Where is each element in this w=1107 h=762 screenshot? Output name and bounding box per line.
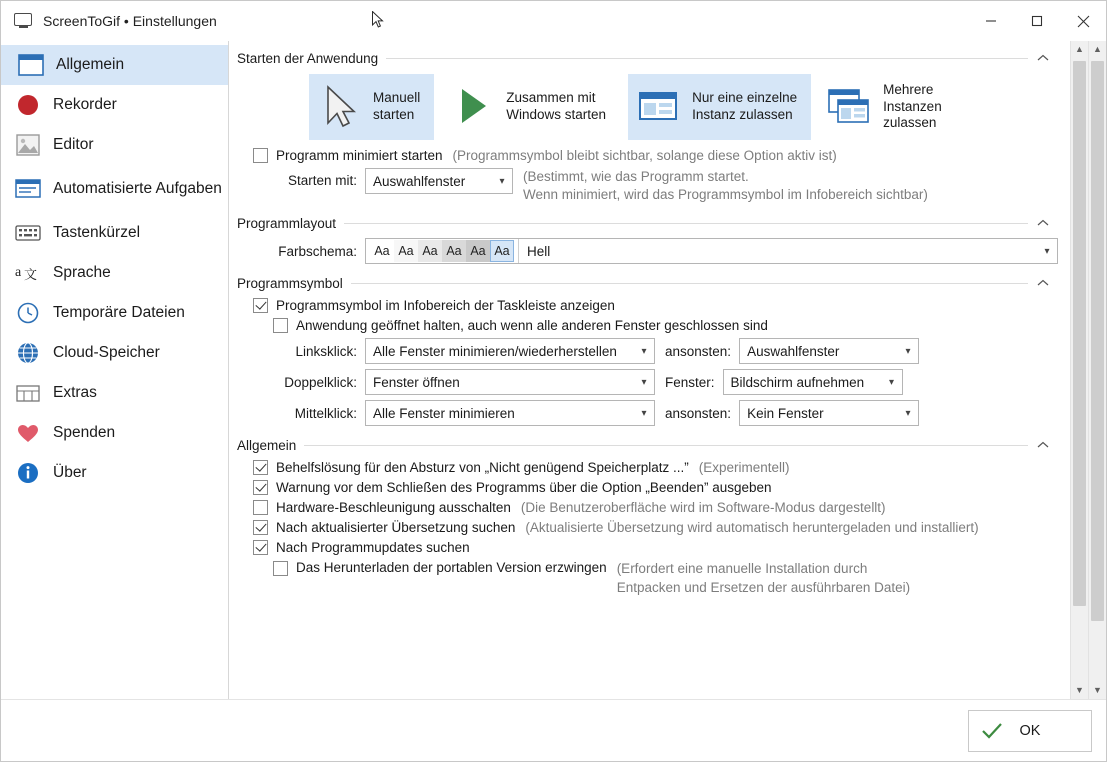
general-option-label: Nach aktualisierter Übersetzung suchen bbox=[276, 520, 516, 536]
start-minimized-row bbox=[253, 148, 1058, 163]
swatch[interactable]: Aa bbox=[466, 240, 490, 262]
middle-click-label: Mittelklick: bbox=[294, 405, 357, 421]
globe-icon bbox=[13, 339, 43, 367]
divider bbox=[304, 445, 1028, 446]
single-instance-icon bbox=[636, 83, 684, 131]
divider bbox=[344, 223, 1028, 224]
window-title: ScreenToGif • Einstellungen bbox=[43, 13, 217, 29]
general-option-hint: (Erfordert eine manuelle Installation durch Entpacken und Ersetzen der ausführbaren Datei) bbox=[616, 561, 911, 596]
chevron-down-icon: ▾ bbox=[641, 407, 647, 419]
scrollbar-thumb[interactable] bbox=[1073, 61, 1086, 606]
screen-icon bbox=[13, 10, 35, 32]
show-tray-icon-label: Programmsymbol im Infobereich der Taskleiste anzeigen bbox=[276, 298, 615, 314]
svg-text:文: 文 bbox=[24, 267, 38, 282]
window-controls bbox=[968, 1, 1106, 41]
general-settings-panel bbox=[229, 41, 1070, 699]
sidebar-item-label: Spenden bbox=[53, 424, 116, 442]
general-option-label: Behelfslösung für den Absturz von „Nicht genügend Speicherplatz ...” bbox=[276, 460, 689, 476]
sidebar-item-editor[interactable] bbox=[1, 125, 228, 165]
sidebar-item-extras[interactable] bbox=[1, 373, 228, 413]
chevron-down-icon: ▾ bbox=[905, 345, 911, 357]
general-option-row bbox=[253, 520, 1058, 535]
settings-sidebar bbox=[1, 41, 229, 699]
scroll-down-icon[interactable]: ▼ bbox=[1075, 685, 1084, 695]
sidebar-item-label: Automatisierte Aufgaben bbox=[53, 180, 222, 198]
middle-click-secondary-combobox[interactable] bbox=[739, 400, 919, 426]
general-group bbox=[237, 434, 1058, 598]
record-circle-icon bbox=[13, 91, 43, 119]
sidebar-item-label: Editor bbox=[53, 136, 94, 154]
startup-tile-single-instance[interactable] bbox=[628, 74, 811, 140]
title-bar bbox=[1, 1, 1106, 41]
multiple-instances-icon bbox=[827, 83, 875, 131]
check-program-updates-checkbox[interactable] bbox=[253, 540, 268, 555]
double-click-secondary-value: Bildschirm aufnehmen bbox=[730, 374, 865, 390]
double-click-combobox[interactable] bbox=[365, 369, 655, 395]
general-option-hint: (Die Benutzeroberfläche wird im Software-Modus dargestellt) bbox=[520, 500, 886, 516]
ok-button[interactable] bbox=[968, 710, 1092, 752]
start-minimized-checkbox[interactable] bbox=[253, 148, 268, 163]
general-icon bbox=[16, 51, 46, 79]
show-tray-icon-checkbox[interactable] bbox=[253, 298, 268, 313]
disable-hardware-acceleration-checkbox[interactable] bbox=[253, 500, 268, 515]
keyboard-icon bbox=[13, 219, 43, 247]
keep-open-row bbox=[273, 318, 1058, 333]
sidebar-item-label: Rekorder bbox=[53, 96, 117, 114]
sidebar-item-rekorder[interactable] bbox=[1, 85, 228, 125]
tray-group-header bbox=[237, 272, 1050, 293]
keep-open-checkbox[interactable] bbox=[273, 318, 288, 333]
left-click-secondary-label: ansonsten: bbox=[665, 343, 732, 359]
sidebar-item-allgemein[interactable] bbox=[1, 45, 228, 85]
settings-content-area bbox=[229, 41, 1106, 699]
sidebar-item-cloud-speicher[interactable] bbox=[1, 333, 228, 373]
sidebar-item-label: Sprache bbox=[53, 264, 111, 282]
start-with-value: Auswahlfenster bbox=[373, 173, 466, 189]
chevron-down-icon: ▾ bbox=[889, 376, 895, 388]
swatch[interactable]: Aa bbox=[442, 240, 466, 262]
middle-click-value: Alle Fenster minimieren bbox=[373, 405, 515, 421]
layout-group-header bbox=[237, 212, 1050, 233]
close-button[interactable] bbox=[1060, 1, 1106, 41]
startup-tile-label: Zusammen mit Windows starten bbox=[506, 90, 607, 122]
left-click-secondary-value: Auswahlfenster bbox=[747, 343, 840, 359]
left-click-combobox[interactable] bbox=[365, 338, 655, 364]
window-body bbox=[1, 41, 1106, 699]
start-with-label: Starten mit: bbox=[287, 173, 357, 188]
swatch[interactable]: Aa bbox=[394, 240, 418, 262]
color-scheme-value: Hell bbox=[527, 243, 551, 259]
sidebar-item-label: Tastenkürzel bbox=[53, 224, 141, 242]
layout-group-title: Programmlayout bbox=[237, 216, 337, 232]
sidebar-item-automatisierte-aufgaben[interactable] bbox=[1, 165, 228, 213]
sidebar-item-label: Cloud-Speicher bbox=[53, 344, 160, 362]
general-option-label: Hardware-Beschleunigung ausschalten bbox=[276, 500, 511, 516]
general-option-label: Warnung vor dem Schließen des Programms über die Option „Beenden” ausgeben bbox=[276, 480, 772, 496]
maximize-button[interactable] bbox=[1014, 1, 1060, 41]
general-option-hint: (Experimentell) bbox=[698, 460, 790, 476]
tray-group-title: Programmsymbol bbox=[237, 276, 343, 292]
left-click-value: Alle Fenster minimieren/wiederherstellen bbox=[373, 343, 617, 359]
startup-tile-label: Nur eine einzelne Instanz zulassen bbox=[692, 90, 798, 122]
chevron-down-icon: ▾ bbox=[499, 175, 505, 187]
force-portable-download-checkbox[interactable] bbox=[273, 561, 288, 576]
general-option-row bbox=[253, 480, 1058, 495]
cursor-arrow-icon bbox=[317, 83, 365, 131]
check-icon bbox=[981, 722, 1003, 744]
general-group-title: Allgemein bbox=[237, 438, 297, 454]
general-option-hint: (Aktualisierte Übersetzung wird automatisch heruntergeladen und installiert) bbox=[525, 520, 979, 536]
sidebar-item-tastenkuerzel[interactable] bbox=[1, 213, 228, 253]
sidebar-item-label: Über bbox=[53, 464, 87, 482]
clock-files-icon bbox=[13, 299, 43, 327]
startup-tile-multiple-instances[interactable] bbox=[819, 74, 956, 140]
info-icon bbox=[13, 459, 43, 487]
middle-click-secondary-label: ansonsten: bbox=[665, 405, 732, 421]
divider bbox=[351, 283, 1028, 284]
automated-tasks-icon bbox=[13, 175, 43, 203]
play-triangle-icon bbox=[450, 83, 498, 131]
startup-group bbox=[237, 47, 1058, 204]
sidebar-item-temporaere-dateien[interactable] bbox=[1, 293, 228, 333]
general-option-label: Das Herunterladen der portablen Version erzwingen bbox=[296, 560, 607, 576]
double-click-label: Doppelklick: bbox=[284, 374, 357, 390]
donate-heart-icon bbox=[13, 419, 43, 447]
check-translation-updates-checkbox[interactable] bbox=[253, 520, 268, 535]
left-click-secondary-combobox[interactable] bbox=[739, 338, 919, 364]
start-with-row bbox=[253, 168, 1058, 204]
keep-open-label: Anwendung geöffnet halten, auch wenn alle anderen Fenster geschlossen sind bbox=[296, 318, 768, 334]
close-warning-checkbox[interactable] bbox=[253, 480, 268, 495]
chevron-down-icon: ▾ bbox=[1044, 245, 1050, 257]
startup-group-header bbox=[237, 47, 1050, 68]
general-option-label: Nach Programmupdates suchen bbox=[276, 540, 470, 556]
middle-click-secondary-value: Kein Fenster bbox=[747, 405, 824, 421]
startup-tile-manual[interactable] bbox=[309, 74, 434, 140]
general-option-row bbox=[253, 500, 1058, 515]
chevron-down-icon: ▾ bbox=[641, 345, 647, 357]
color-scheme-label: Farbschema: bbox=[278, 243, 357, 259]
svg-text:a: a bbox=[15, 265, 22, 280]
chevron-up-icon[interactable] bbox=[1036, 277, 1050, 291]
scrollbar-thumb[interactable] bbox=[1091, 61, 1104, 621]
startup-tile-label: Mehrere Instanzen zulassen bbox=[883, 81, 942, 131]
double-click-row bbox=[253, 369, 1058, 395]
show-tray-icon-row bbox=[253, 298, 1058, 313]
dialog-footer bbox=[1, 699, 1106, 761]
scroll-up-icon[interactable]: ▲ bbox=[1075, 44, 1084, 54]
layout-group bbox=[237, 212, 1058, 264]
minimize-button[interactable] bbox=[968, 1, 1014, 41]
content-scrollbar[interactable] bbox=[1070, 41, 1088, 699]
start-minimized-hint: (Programmsymbol bleibt sichtbar, solange diese Option aktiv ist) bbox=[452, 148, 837, 163]
sidebar-item-sprache[interactable] bbox=[1, 253, 228, 293]
double-click-secondary-label: Fenster: bbox=[665, 374, 715, 390]
window-scrollbar[interactable] bbox=[1088, 41, 1106, 699]
startup-mode-tiles bbox=[309, 74, 1058, 140]
editor-image-icon bbox=[13, 131, 43, 159]
start-with-combobox[interactable] bbox=[365, 168, 513, 194]
ok-button-label: OK bbox=[1019, 722, 1041, 739]
double-click-secondary-combobox[interactable] bbox=[723, 369, 903, 395]
middle-click-row bbox=[253, 400, 1058, 426]
startup-tile-with-windows[interactable] bbox=[442, 74, 620, 140]
chevron-down-icon: ▾ bbox=[641, 376, 647, 388]
color-scheme-swatches bbox=[370, 239, 519, 263]
language-icon bbox=[13, 259, 43, 287]
sidebar-item-ueber[interactable] bbox=[1, 453, 228, 493]
swatch[interactable]: Aa bbox=[490, 240, 514, 262]
general-option-row bbox=[253, 540, 1058, 555]
chevron-down-icon: ▾ bbox=[905, 407, 911, 419]
color-scheme-combobox[interactable] bbox=[365, 238, 1058, 264]
double-click-value: Fenster öffnen bbox=[373, 374, 460, 390]
general-option-row bbox=[253, 460, 1058, 475]
chevron-up-icon[interactable] bbox=[1036, 217, 1050, 231]
swatch[interactable]: Aa bbox=[370, 240, 394, 262]
scroll-down-icon[interactable]: ▼ bbox=[1093, 685, 1102, 695]
general-group-header bbox=[237, 434, 1050, 455]
left-click-label: Linksklick: bbox=[295, 343, 357, 359]
start-minimized-label: Programm minimiert starten bbox=[276, 148, 443, 163]
tools-icon bbox=[13, 379, 43, 407]
sidebar-item-label: Allgemein bbox=[56, 56, 125, 74]
tray-group bbox=[237, 272, 1058, 426]
out-of-memory-workaround-checkbox[interactable] bbox=[253, 460, 268, 475]
swatch[interactable]: Aa bbox=[418, 240, 442, 262]
sidebar-item-label: Temporäre Dateien bbox=[53, 304, 185, 322]
divider bbox=[386, 58, 1028, 59]
startup-tile-label: Manuell starten bbox=[373, 90, 421, 122]
start-with-hint: (Bestimmt, wie das Programm startet. Wenn minimiert, wird das Programmsymbol im Infobereich sichtbar) bbox=[523, 169, 928, 203]
chevron-up-icon[interactable] bbox=[1036, 439, 1050, 453]
startup-group-title: Starten der Anwendung bbox=[237, 51, 379, 66]
left-click-row bbox=[253, 338, 1058, 364]
general-option-row bbox=[273, 560, 1058, 598]
middle-click-combobox[interactable] bbox=[365, 400, 655, 426]
mouse-cursor-icon bbox=[372, 11, 384, 29]
sidebar-item-spenden[interactable] bbox=[1, 413, 228, 453]
chevron-up-icon[interactable] bbox=[1036, 52, 1050, 66]
color-scheme-row bbox=[253, 238, 1058, 264]
sidebar-item-label: Extras bbox=[53, 384, 97, 402]
scroll-up-icon[interactable]: ▲ bbox=[1093, 44, 1102, 54]
